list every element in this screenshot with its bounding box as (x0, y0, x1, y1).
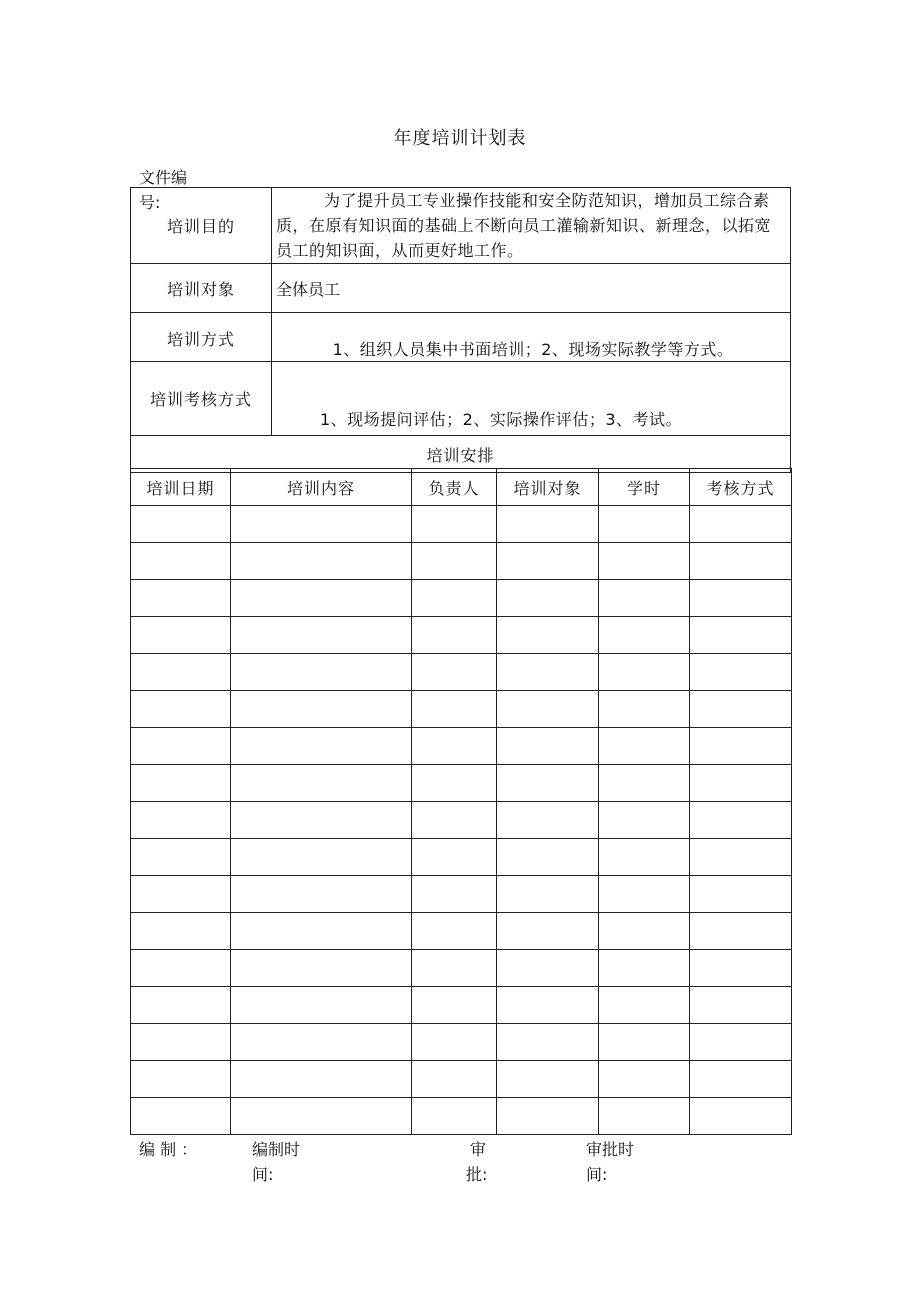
schedule-cell[interactable] (497, 876, 599, 913)
schedule-cell[interactable] (599, 543, 690, 580)
schedule-cell[interactable] (412, 728, 497, 765)
schedule-cell[interactable] (412, 950, 497, 987)
schedule-cell[interactable] (690, 543, 792, 580)
footer-approve-time-line2: 间: (586, 1165, 608, 1184)
footer-edit-time (252, 1137, 300, 1187)
schedule-row (131, 1098, 792, 1135)
schedule-row (131, 580, 792, 617)
schedule-row (131, 802, 792, 839)
schedule-cell[interactable] (131, 580, 231, 617)
schedule-cell[interactable] (690, 691, 792, 728)
header-hours: 学时 (599, 469, 690, 506)
schedule-cell[interactable] (497, 506, 599, 543)
schedule-cell[interactable] (412, 765, 497, 802)
footer-edit-time-line1: 编制时 (252, 1140, 301, 1159)
schedule-cell[interactable] (599, 691, 690, 728)
schedule-cell[interactable] (690, 1098, 792, 1135)
schedule-row (131, 765, 792, 802)
schedule-row (131, 876, 792, 913)
schedule-cell[interactable] (412, 802, 497, 839)
purpose-label: 培训目的 (131, 188, 272, 264)
schedule-cell[interactable] (131, 1098, 231, 1135)
assessment-value: 1、现场提问评估；2、实际操作评估；3、考试。 (272, 362, 791, 436)
schedule-cell[interactable] (231, 1024, 412, 1061)
schedule-cell[interactable] (131, 654, 231, 691)
schedule-header-row (131, 469, 792, 506)
footer-approve-time-line1: 审批时 (586, 1140, 635, 1159)
header-date: 培训日期 (131, 469, 231, 506)
page-title: 年度培训计划表 (393, 128, 527, 149)
schedule-cell[interactable] (599, 913, 690, 950)
schedule-cell[interactable] (131, 802, 231, 839)
schedule-cell[interactable] (231, 580, 412, 617)
schedule-row (131, 691, 792, 728)
header-owner: 负责人 (412, 469, 497, 506)
schedule-cell[interactable] (131, 765, 231, 802)
schedule-row (131, 950, 792, 987)
schedule-row (131, 617, 792, 654)
schedule-cell[interactable] (690, 950, 792, 987)
schedule-cell[interactable] (599, 506, 690, 543)
schedule-cell[interactable] (412, 580, 497, 617)
schedule-cell[interactable] (599, 728, 690, 765)
header-target: 培训对象 (497, 469, 599, 506)
schedule-cell[interactable] (690, 913, 792, 950)
schedule-cell[interactable] (497, 654, 599, 691)
schedule-cell[interactable] (131, 950, 231, 987)
schedule-cell[interactable] (131, 987, 231, 1024)
schedule-cell[interactable] (231, 654, 412, 691)
schedule-cell[interactable] (599, 950, 690, 987)
schedule-row (131, 839, 792, 876)
footer-approve-time (586, 1137, 634, 1187)
schedule-cell[interactable] (497, 802, 599, 839)
schedule-cell[interactable] (690, 1024, 792, 1061)
footer-edit-time-line2: 间: (252, 1165, 274, 1184)
schedule-cell[interactable] (599, 654, 690, 691)
schedule-cell[interactable] (131, 506, 231, 543)
schedule-cell[interactable] (131, 913, 231, 950)
schedule-cell[interactable] (690, 617, 792, 654)
schedule-cell[interactable] (690, 765, 792, 802)
schedule-cell[interactable] (412, 691, 497, 728)
schedule-cell[interactable] (231, 839, 412, 876)
schedule-cell[interactable] (412, 913, 497, 950)
schedule-cell[interactable] (497, 617, 599, 654)
schedule-cell[interactable] (690, 580, 792, 617)
schedule-table (130, 468, 792, 1135)
schedule-row (131, 1024, 792, 1061)
plan-info-table (130, 187, 791, 473)
schedule-cell[interactable] (131, 1024, 231, 1061)
schedule-cell[interactable] (412, 839, 497, 876)
schedule-cell[interactable] (412, 1061, 497, 1098)
schedule-cell[interactable] (231, 765, 412, 802)
schedule-cell[interactable] (599, 802, 690, 839)
schedule-row (131, 543, 792, 580)
schedule-cell[interactable] (412, 1098, 497, 1135)
schedule-cell[interactable] (231, 913, 412, 950)
schedule-cell[interactable] (131, 839, 231, 876)
assessment-label: 培训考核方式 (131, 362, 272, 436)
schedule-cell[interactable] (131, 876, 231, 913)
schedule-cell[interactable] (131, 617, 231, 654)
schedule-cell[interactable] (412, 506, 497, 543)
schedule-cell[interactable] (231, 876, 412, 913)
schedule-cell[interactable] (599, 987, 690, 1024)
schedule-cell[interactable] (690, 506, 792, 543)
schedule-row (131, 728, 792, 765)
header-content: 培训内容 (231, 469, 412, 506)
schedule-section-title: 培训安排 (131, 436, 791, 473)
schedule-cell[interactable] (412, 543, 497, 580)
schedule-cell[interactable] (690, 1061, 792, 1098)
schedule-cell[interactable] (599, 839, 690, 876)
method-value: 1、组织人员集中书面培训；2、现场实际教学等方式。 (272, 313, 791, 362)
schedule-row (131, 987, 792, 1024)
schedule-cell[interactable] (231, 987, 412, 1024)
schedule-cell[interactable] (497, 765, 599, 802)
schedule-cell[interactable] (497, 580, 599, 617)
schedule-cell[interactable] (231, 728, 412, 765)
schedule-cell[interactable] (231, 950, 412, 987)
schedule-cell[interactable] (599, 876, 690, 913)
schedule-cell[interactable] (412, 876, 497, 913)
schedule-cell[interactable] (131, 728, 231, 765)
schedule-cell[interactable] (599, 1098, 690, 1135)
schedule-cell[interactable] (599, 617, 690, 654)
header-assessment: 考核方式 (690, 469, 792, 506)
schedule-cell[interactable] (131, 1061, 231, 1098)
schedule-cell[interactable] (497, 987, 599, 1024)
schedule-cell[interactable] (497, 728, 599, 765)
schedule-cell[interactable] (599, 580, 690, 617)
schedule-cell[interactable] (690, 987, 792, 1024)
doc-number-label-cont: 号: (139, 193, 161, 212)
schedule-cell[interactable] (497, 950, 599, 987)
schedule-row (131, 1061, 792, 1098)
schedule-cell[interactable] (497, 1061, 599, 1098)
schedule-cell[interactable] (497, 1024, 599, 1061)
schedule-row (131, 506, 792, 543)
schedule-row (131, 913, 792, 950)
schedule-cell[interactable] (231, 543, 412, 580)
schedule-cell[interactable] (497, 839, 599, 876)
footer-editor: 编 制 ： (139, 1140, 198, 1159)
schedule-cell[interactable] (690, 802, 792, 839)
method-label: 培训方式 (131, 313, 272, 362)
purpose-value: 为了提升员工专业操作技能和安全防范知识，增加员工综合素质，在原有知识面的基础上不断向员工灌输新知识、新理念，以拓宽员工的知识面，从而更好地工作。 (272, 188, 791, 264)
schedule-cell[interactable] (231, 802, 412, 839)
schedule-cell[interactable] (231, 691, 412, 728)
schedule-cell[interactable] (599, 765, 690, 802)
schedule-cell[interactable] (497, 543, 599, 580)
schedule-cell[interactable] (231, 1098, 412, 1135)
footer-approve-line2: 批: (466, 1165, 488, 1184)
schedule-cell[interactable] (231, 617, 412, 654)
schedule-cell[interactable] (690, 876, 792, 913)
schedule-cell[interactable] (412, 654, 497, 691)
schedule-cell[interactable] (412, 617, 497, 654)
schedule-cell[interactable] (599, 1024, 690, 1061)
footer-approve-line1: 审 (470, 1140, 487, 1159)
schedule-cell[interactable] (497, 691, 599, 728)
schedule-cell[interactable] (599, 1061, 690, 1098)
schedule-cell[interactable] (497, 913, 599, 950)
schedule-cell[interactable] (231, 1061, 412, 1098)
schedule-cell[interactable] (690, 839, 792, 876)
schedule-cell[interactable] (412, 1024, 497, 1061)
schedule-cell[interactable] (412, 987, 497, 1024)
schedule-row (131, 654, 792, 691)
doc-number-label: 文件编 (139, 168, 188, 187)
footer-approve (466, 1137, 487, 1187)
schedule-cell[interactable] (690, 728, 792, 765)
schedule-cell[interactable] (690, 654, 792, 691)
schedule-cell[interactable] (231, 506, 412, 543)
target-value: 全体员工 (272, 264, 791, 313)
schedule-cell[interactable] (131, 691, 231, 728)
schedule-cell[interactable] (131, 543, 231, 580)
target-label: 培训对象 (131, 264, 272, 313)
schedule-cell[interactable] (497, 1098, 599, 1135)
